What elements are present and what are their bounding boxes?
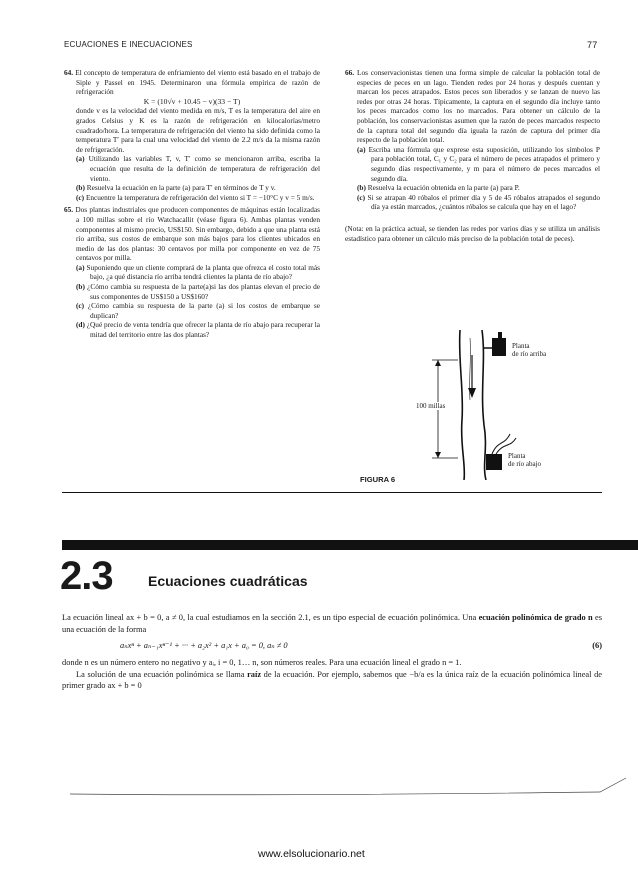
downstream-plant-icon bbox=[486, 454, 502, 470]
problem-text: Dos plantas industriales que producen componentes de máquinas están localizadas a 100 millas sobre el río Watchacallit (véase figura 6). Ambas plantas venden componentes al mismo precio, US$150. Sin embargo, debido a que una planta está río arriba, sus costos de embarque son más bajos para los clientes ubicados en medio de las dos plantas: 30 centavos por milla por componente en vez de 75 centavos por milla. bbox=[75, 205, 321, 263]
subitem: (a) Escriba una fórmula que exprese esta suposición, utilizando los símbolos P para población total, C₁ y C₂ para el número de peces atrapados el primero y segundo días respectivamente, y m para el número de peces marcados el segundo día. bbox=[357, 144, 600, 183]
problem-number: 64. bbox=[64, 68, 74, 77]
paragraph: La solución de una ecuación polinómica se llama raíz de la ecuación. Por ejemplo, sabemos que −b/a es la única raíz de la ecuación polinómica lineal de primer grado ax + b = 0 bbox=[62, 669, 602, 690]
upstream-plant-label: Planta de río arriba bbox=[512, 342, 547, 358]
scan-edge bbox=[0, 770, 638, 810]
footer-url: www.elsolucionario.net bbox=[258, 848, 365, 860]
subitem: (d) ¿Qué precio de venta tendría que ofrecer la planta de río abajo para recuperar la mitad del territorio entre las dos plantas? bbox=[76, 320, 320, 340]
equation-row bbox=[62, 638, 602, 654]
section-number: 2.3 bbox=[60, 554, 113, 598]
problem-text: El concepto de temperatura de enfriamiento del viento está basado en el trabajo de Siple y Passel en 1945. Determinaron una fórmula empírica de razón de refrigeración bbox=[75, 68, 320, 97]
river-bank-right bbox=[482, 330, 486, 480]
problem-66 bbox=[345, 68, 600, 145]
running-title: ECUACIONES E INECUACIONES bbox=[64, 40, 193, 49]
problem-number: 66. bbox=[345, 68, 355, 77]
subitem: (a) Utilizando las variables T, v, T′ como se mencionaron arriba, escriba la ecuación que resulta de la definición de temperatura de refrigeración del viento. bbox=[76, 154, 320, 183]
figure-caption: FIGURA 6 bbox=[360, 475, 396, 484]
equation-number: (6) bbox=[592, 641, 602, 650]
section-body bbox=[62, 612, 602, 692]
subitem: (b) ¿Cómo cambia su respuesta de la parte(a)si las dos plantas elevan el precio de sus componentes de US$150 a US$160? bbox=[76, 282, 320, 301]
subitem: (a) Suponiendo que un cliente comprará de la planta que ofrezca el costo total más bajo, ¿a qué distancia río arriba tendrá clientes la planta de río abajo? bbox=[76, 262, 320, 282]
paragraph: donde n es un número entero no negativo y aᵢ, i = 0, 1… n, son números reales. Para una ecuación lineal el grado n = 1. bbox=[62, 658, 462, 667]
paragraph: La ecuación lineal ax + b = 0, a ≠ 0, la cual estudiamos en la sección 2.1, es un tipo especial de ecuación polinómica. Una ecuación polinómica de grado n es una ecuación de la forma bbox=[62, 613, 602, 634]
problem-65 bbox=[64, 205, 320, 263]
subitem: (c) Si se atrapan 40 róbalos el primer día y 5 de 45 róbalos atrapados el segundo día ya están marcados, ¿cuántos róbalos se calcula que hay en el lago? bbox=[357, 192, 600, 212]
problem-text: Los conservacionistas tienen una forma simple de calcular la población total de especies de peces en un lago. Tienden redes por 24 horas y después cuentan y marcan los peces atrapados. Estos peces son liberados y se lanzan de nuevo las redes por otras 24 horas. Típicamente, la captura en el segundo día incluye tanto los peces marcados como los no marcados. Para obtener un cálculo de la población, los conservacionistas asumen que la razón de peces marcados respecto de la captura total del segundo día iguala la razón de captura del primer día respecto de la población total. bbox=[357, 68, 600, 145]
subitem: (b) Resuelva la ecuación obtenida en la parte (a) para P. bbox=[357, 183, 520, 193]
polynomial-equation: aₙxⁿ + aₙ₋₁xⁿ⁻¹ + ··· + a₂x² + a₁x + a₀ = 0, aₙ ≠ 0 bbox=[120, 641, 288, 650]
divider bbox=[62, 492, 602, 493]
upstream-plant-icon bbox=[492, 338, 506, 356]
subitem: (c) Encuentre la temperatura de refrigeración del viento si T = −10°C y v = 5 m/s. bbox=[76, 192, 315, 202]
problem-text: donde v es la velocidad del viento medida en m/s, T es la temperatura del aire en grados Celsius y K es la razón de refrigeración en kilocalorías/metro cuadrado/hora. La temperatura de refrigeración del viento ha sido definida como la temperatura T′ para la cual una velocidad del viento de 2.2 m/s da la misma razón de refrigeración. bbox=[76, 106, 320, 154]
subitem: (c) ¿Cómo cambia su respuesta de la parte (a) si los costos de embarque se duplican? bbox=[76, 301, 320, 320]
note: (Nota: en la práctica actual, se tienden las redes por varios días y se utiliza un análisis estadístico para obtener un cálculo más preciso de la población total de peces). bbox=[345, 223, 600, 243]
left-column bbox=[64, 68, 320, 340]
problem-64 bbox=[64, 68, 320, 97]
river-bank-left bbox=[460, 330, 465, 480]
downstream-plant-label: Planta de río abajo bbox=[508, 452, 542, 468]
page-number: 77 bbox=[587, 40, 598, 50]
subitem: (b) Resuelva la ecuación en la parte (a) para T′ en términos de T y v. bbox=[76, 183, 276, 193]
right-column bbox=[345, 68, 600, 243]
figure-6 bbox=[400, 330, 600, 480]
section-title: Ecuaciones cuadráticas bbox=[148, 573, 308, 589]
section-bar bbox=[62, 540, 638, 550]
distance-label: 100 millas bbox=[416, 402, 446, 410]
problem-number: 65. bbox=[64, 205, 74, 215]
wind-chill-formula: K = (10√v + 10.45 − v)(33 − T) bbox=[143, 96, 241, 106]
